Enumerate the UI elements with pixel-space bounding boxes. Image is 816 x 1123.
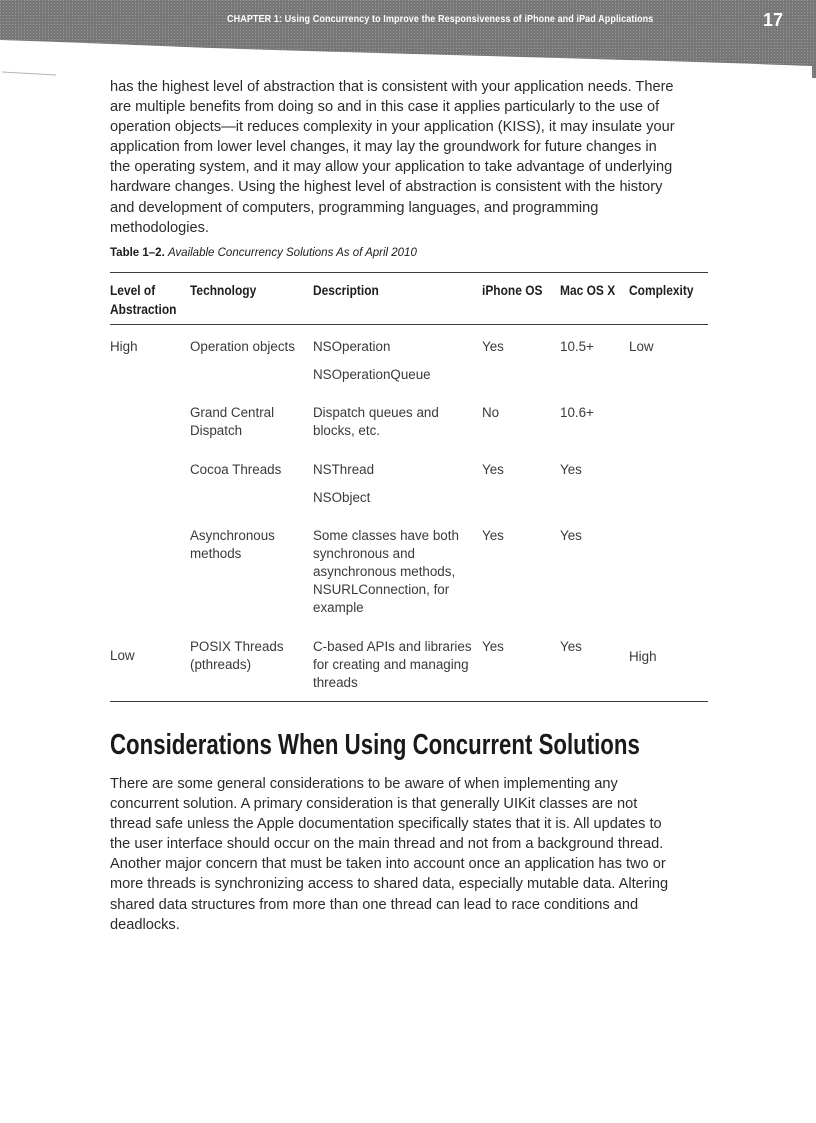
text-line: more threads is synchronizing access to shared data, especially mutable data. Altering [110, 876, 669, 893]
cell-text: Grand Central [190, 405, 275, 420]
table-caption-text: Available Concurrency Solutions As of April 2010 [167, 247, 417, 259]
text-line: concurrent solution. A primary consideration is that generally UIKit classes are not [110, 796, 638, 813]
cell-description [313, 527, 459, 617]
cell-text: blocks, etc. [313, 423, 380, 438]
cell-mac-os-x: Yes [560, 462, 582, 477]
cell-text: Some classes have both [313, 528, 459, 543]
cell-description: NSOperationQueue [313, 367, 431, 382]
cell-complexity: High [629, 649, 657, 664]
cell-text: Dispatch [190, 423, 243, 438]
intro-paragraph [110, 77, 710, 238]
text-line: and development of computers, programming languages, and programming [110, 199, 599, 216]
text-line: methodologies. [110, 219, 209, 236]
text-line: thread safe unless the Apple documentation specifically states that it is. All updates to [110, 816, 662, 833]
cell-description [313, 404, 439, 440]
table-bottom-rule [110, 701, 708, 702]
chapter-title: CHAPTER 1: Using Concurrency to Improve the Responsiveness of iPhone and iPad Applications [227, 13, 654, 25]
header-technology: Technology [190, 283, 257, 298]
header-iphone-os: iPhone OS [482, 283, 543, 298]
cell-iphone-os: Yes [482, 528, 504, 543]
cell-iphone-os: No [482, 405, 500, 420]
cell-technology: Operation objects [190, 339, 295, 354]
text-line: hardware changes. Using the highest level of abstraction is consistent with the history [110, 179, 663, 196]
table-header-rule [110, 324, 708, 325]
text-line: application from lower level changes, it may lay the groundwork for future changes in [110, 139, 657, 156]
cell-description: NSThread [313, 462, 375, 477]
cell-text: C-based APIs and libraries [313, 639, 472, 654]
cell-iphone-os: Yes [482, 462, 504, 477]
cell-text: Dispatch queues and [313, 405, 439, 420]
cell-iphone-os: Yes [482, 639, 504, 654]
cell-description: NSObject [313, 490, 371, 505]
header-complexity: Complexity [629, 283, 694, 298]
cell-text: POSIX Threads [190, 639, 284, 654]
text-line: shared data structures from more than one thread can lead to race conditions and [110, 896, 639, 913]
cell-mac-os-x: Yes [560, 528, 582, 543]
cell-mac-os-x: 10.6+ [560, 405, 594, 420]
chapter-header [0, 0, 816, 80]
text-line: deadlocks. [110, 916, 180, 933]
cell-text: Asynchronous [190, 528, 275, 543]
cell-technology [190, 527, 275, 563]
text-line: the operating system, and it may allow your application to take advantage of underlying [110, 159, 673, 176]
section-heading: Considerations When Using Concurrent Solutions [110, 729, 640, 761]
cell-technology [190, 404, 274, 440]
table-caption [110, 247, 417, 259]
cell-iphone-os: Yes [482, 339, 504, 354]
cell-description [313, 638, 472, 692]
text-line: Another major concern that must be taken into account once an application has two or [110, 856, 666, 873]
header-level-of-abstraction [110, 281, 176, 319]
table-top-rule [110, 272, 708, 273]
cell-text: (pthreads) [190, 657, 252, 672]
text-line: are multiple benefits from doing so and in this case it applies particularly to the use of [110, 99, 660, 116]
cell-text: for creating and managing [313, 657, 469, 672]
cell-technology [190, 638, 284, 674]
cell-mac-os-x: 10.5+ [560, 339, 594, 354]
cell-level: Low [110, 648, 135, 663]
table-caption-label: Table 1–2. [110, 247, 165, 259]
text-line: operation objects—it reduces complexity in your application (KISS), it may insulate your [110, 119, 675, 136]
cell-complexity: Low [629, 339, 654, 354]
page-number: 17 [763, 10, 784, 30]
header-band-shape [0, 0, 816, 80]
section-paragraph [110, 774, 710, 935]
cell-text: example [313, 600, 364, 615]
cell-text: threads [313, 675, 358, 690]
cell-level: High [110, 339, 138, 354]
cell-text: NSURLConnection, for [313, 582, 450, 597]
header-description: Description [313, 283, 379, 298]
header-text: Level of [110, 283, 156, 298]
cell-mac-os-x: Yes [560, 639, 582, 654]
text-line: has the highest level of abstraction that is consistent with your application needs. There [110, 79, 674, 95]
text-line: There are some general considerations to be aware of when implementing any [110, 776, 618, 792]
cell-description: NSOperation [313, 339, 391, 354]
header-text: Abstraction [110, 302, 177, 317]
cell-technology: Cocoa Threads [190, 462, 282, 477]
header-mac-os-x: Mac OS X [560, 283, 616, 298]
text-line: the user interface should occur on the main thread and not from a background thread. [110, 836, 664, 853]
cell-text: asynchronous methods, [313, 564, 456, 579]
cell-text: methods [190, 546, 242, 561]
cell-text: synchronous and [313, 546, 415, 561]
